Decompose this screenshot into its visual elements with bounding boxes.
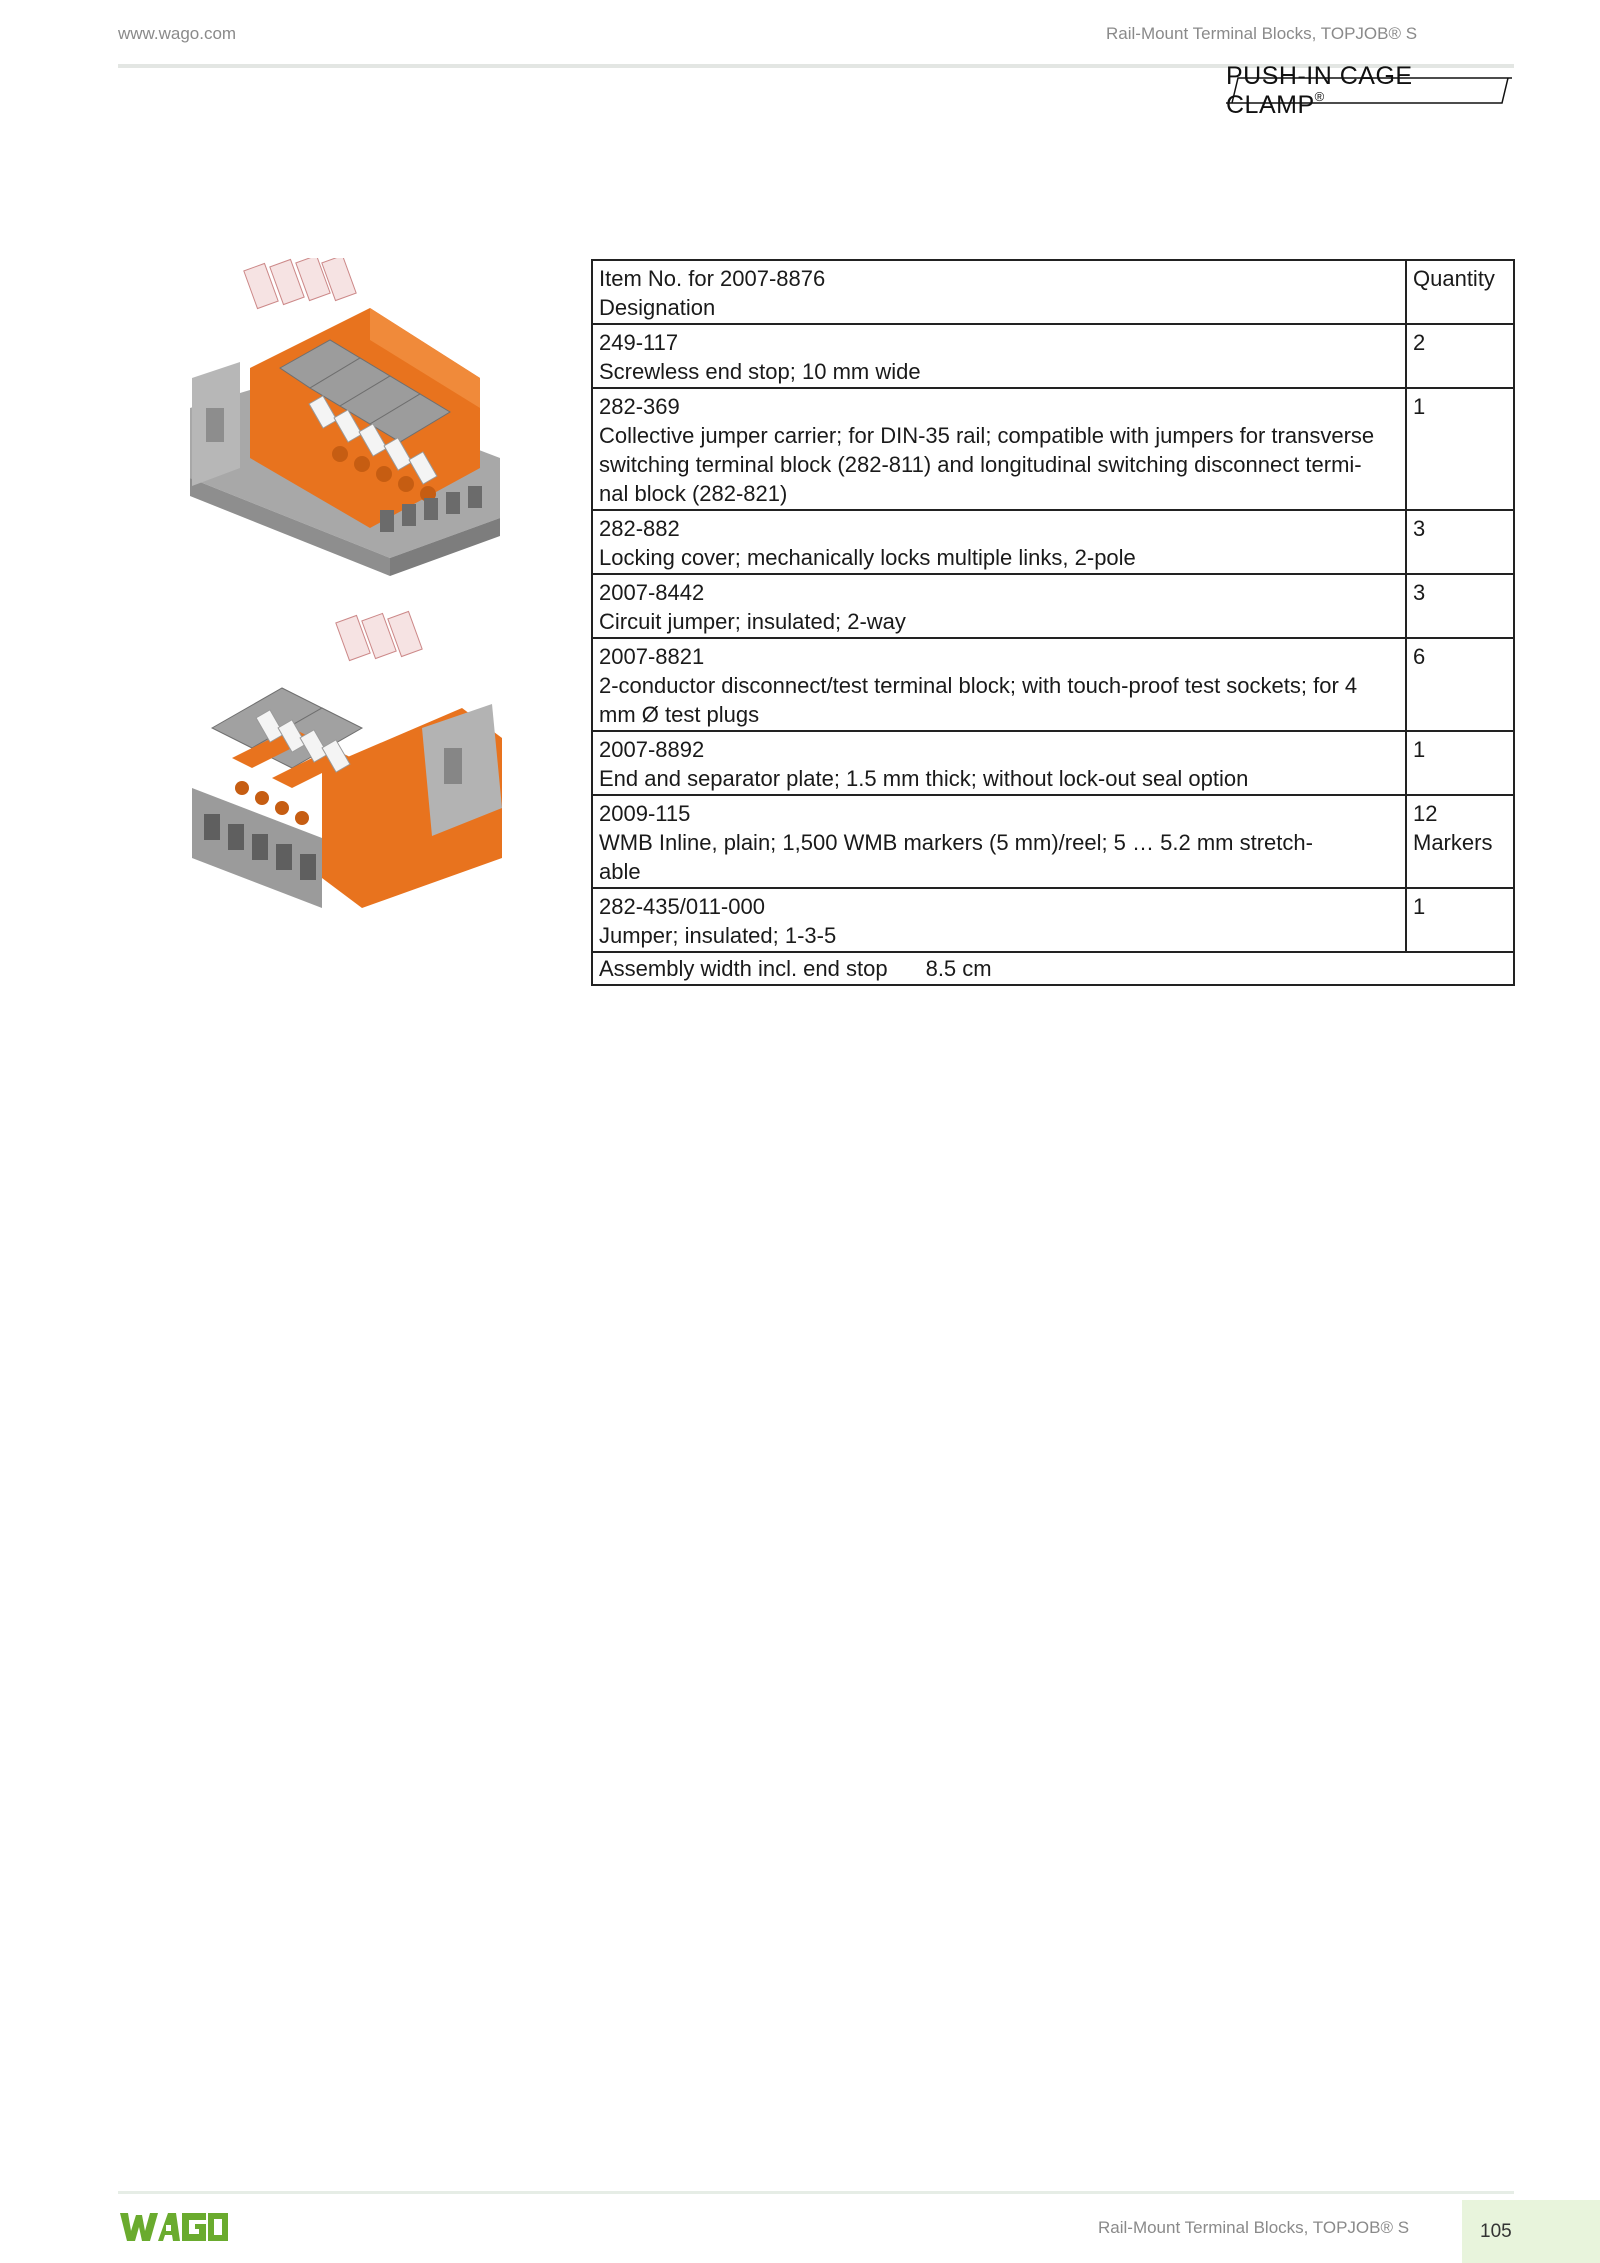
item-designation: switching terminal block (282-811) and longitudinal switching disconnect termi- [599, 452, 1362, 477]
item-quantity: 12 [1413, 801, 1438, 826]
item-cell [592, 795, 1406, 888]
push-in-cage-clamp-badge [1226, 61, 1512, 119]
item-cell [592, 324, 1406, 388]
quantity-cell [1406, 510, 1514, 574]
item-quantity: 1 [1413, 394, 1426, 419]
quantity-cell [1406, 731, 1514, 795]
header-title: Rail-Mount Terminal Blocks, TOPJOB® S [1106, 24, 1418, 43]
item-designation: Circuit jumper; insulated; 2-way [599, 609, 906, 634]
item-cell [592, 388, 1406, 510]
page-number: 105 [1480, 2220, 1512, 2242]
item-number: 2007-8821 [599, 644, 705, 669]
item-quantity: Markers [1413, 830, 1493, 855]
table-row [592, 731, 1514, 795]
product-photo-bottom [172, 608, 512, 918]
item-quantity: 1 [1413, 894, 1426, 919]
item-designation: Locking cover; mechanically locks multiple links, 2-pole [599, 545, 1136, 570]
item-cell [592, 731, 1406, 795]
header-url[interactable]: www.wago.com [118, 24, 237, 43]
item-number: 282-369 [599, 394, 680, 419]
quantity-cell [1406, 574, 1514, 638]
item-number: 2009-115 [599, 801, 691, 826]
item-quantity: 3 [1413, 580, 1426, 605]
assembly-width-label: Assembly width incl. end stop [599, 956, 888, 981]
item-designation: Collective jumper carrier; for DIN-35 rail; compatible with jumpers for transverse [599, 423, 1375, 448]
table-row [592, 888, 1514, 952]
table-row [592, 510, 1514, 574]
assembly-width-row [592, 952, 1514, 985]
assembly-width-cell [592, 952, 1514, 985]
quantity-cell [1406, 795, 1514, 888]
assembly-width-value: 8.5 cm [925, 956, 992, 981]
item-designation: able [599, 859, 641, 884]
item-cell [592, 510, 1406, 574]
item-cell [592, 638, 1406, 731]
parts-list-footer [592, 952, 1514, 985]
table-header-quantity: Quantity [1406, 260, 1514, 324]
table-row [592, 795, 1514, 888]
page-number-tab [1462, 2200, 1600, 2263]
item-quantity: 3 [1413, 516, 1426, 541]
parts-list-body [592, 260, 1514, 952]
table-row [592, 638, 1514, 731]
item-number: 282-435/011-000 [599, 894, 765, 919]
table-header-designation: Designation [599, 295, 716, 320]
table-header-item-cell [592, 260, 1406, 324]
item-number: 2007-8442 [599, 580, 705, 605]
badge-registered-mark: ® [1314, 89, 1325, 105]
table-header-item-no: Item No. for 2007-8876 [599, 266, 826, 291]
item-designation: End and separator plate; 1.5 mm thick; without lock-out seal option [599, 766, 1249, 791]
quantity-cell [1406, 388, 1514, 510]
footer-rule [118, 2191, 1514, 2194]
item-designation: Screwless end stop; 10 mm wide [599, 359, 921, 384]
item-number: 282-882 [599, 516, 680, 541]
item-designation: Jumper; insulated; 1-3-5 [599, 923, 837, 948]
quantity-cell [1406, 888, 1514, 952]
item-designation: WMB Inline, plain; 1,500 WMB markers (5 mm)/reel; 5 … 5.2 mm stretch- [599, 830, 1313, 855]
quantity-cell [1406, 324, 1514, 388]
item-designation: 2-conductor disconnect/test terminal block; with touch-proof test sockets; for 4 [599, 673, 1358, 698]
product-photo-top [180, 258, 508, 576]
wago-logo[interactable] [118, 2209, 230, 2245]
item-designation: nal block (282-821) [599, 481, 788, 506]
table-row [592, 388, 1514, 510]
item-number: 249-117 [599, 330, 679, 355]
item-designation: mm Ø test plugs [599, 702, 760, 727]
footer-title: Rail-Mount Terminal Blocks, TOPJOB® S [1098, 2218, 1410, 2237]
table-row [592, 574, 1514, 638]
table-row [592, 324, 1514, 388]
badge-text: PUSH-IN CAGE CLAMP [1226, 61, 1413, 119]
item-number: 2007-8892 [599, 737, 705, 762]
item-quantity: 1 [1413, 737, 1426, 762]
parts-list-table [591, 259, 1515, 986]
item-quantity: 2 [1413, 330, 1426, 355]
item-cell [592, 574, 1406, 638]
table-header-row [592, 260, 1514, 324]
item-cell [592, 888, 1406, 952]
quantity-cell [1406, 638, 1514, 731]
item-quantity: 6 [1413, 644, 1426, 669]
